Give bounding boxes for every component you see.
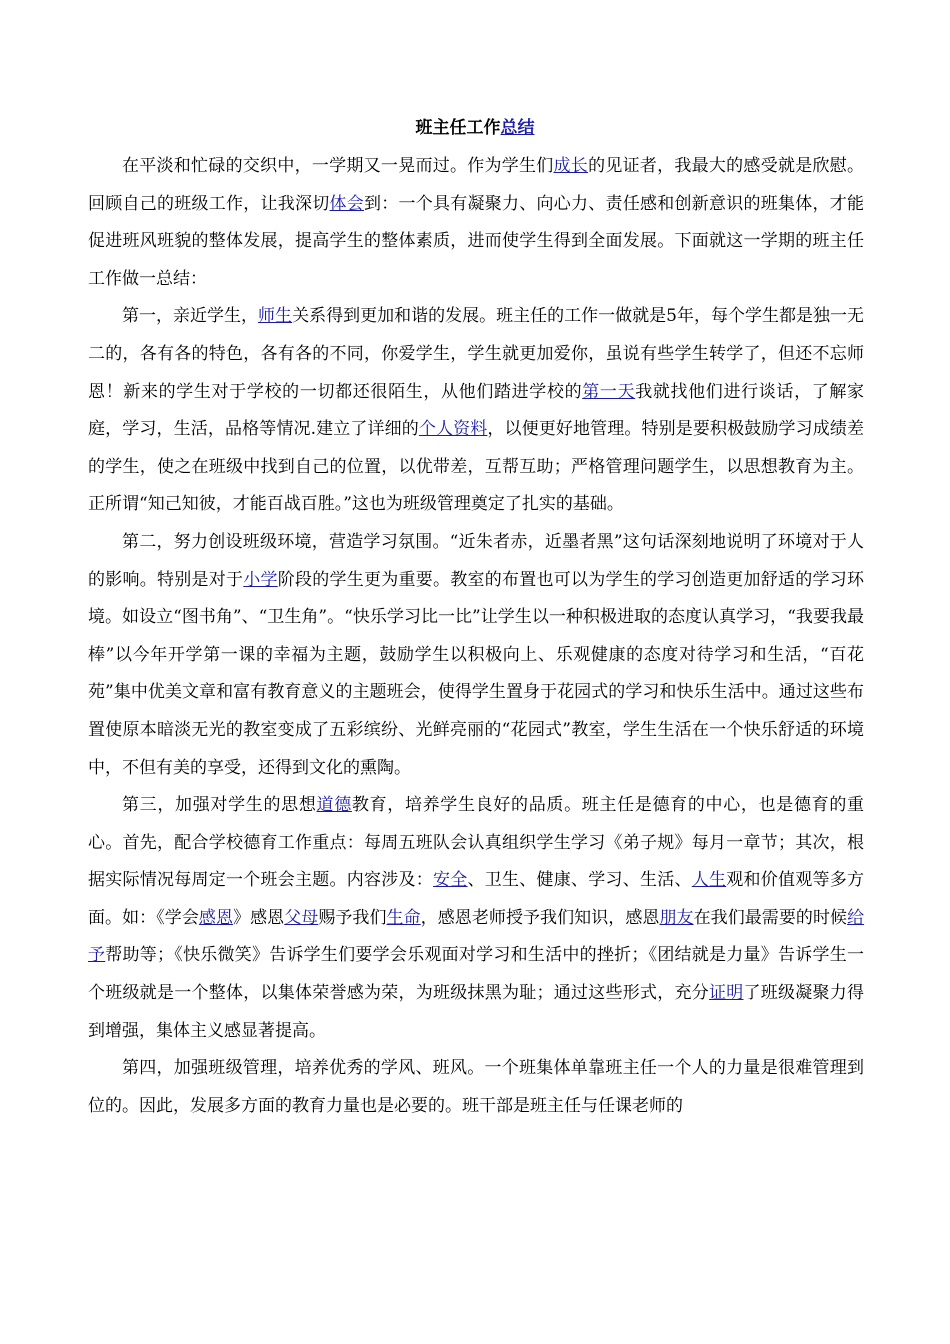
link-give[interactable]: 给予 [88,907,865,966]
link-gratitude[interactable]: 感恩 [198,907,234,928]
text-run: 阶段的学生更为重要。教室的布置也可以为学生的学习创造更加舒适的学习环境。如设立“图书角”、“卫生角”。“快乐学习比一比”让学生以一种积极进取的态度认真学习，“我要我最棒”以今年开学第一课的幸福为主题，鼓励学生以积极向上、乐观健康的态度对待学习和生活，“百花苑”集中优美文章和富有教育意义的主题班会，使得学生置身于花园式的学习和快乐生活中。通过这些布置使原本暗淡无光的教室变成了五彩缤纷、光鲜亮丽的“花园式”教室，学生生活在一个快乐舒适的环境中，不但有美的享受，还得到文化的熏陶。 [88,569,864,778]
text-run: ，以便更好地管理。特别是要积极鼓励学习成绩差的学生，使之在班级中找到自己的位置，以优带差，互帮互助；严格管理问题学生，以思想教育为主。正所谓“知己知彼，才能百战百胜。”这也为班级管理奠定了扎实的基础。 [88,419,865,515]
text-run: 教育，培养学生良好的品质。班主任是德育的中心，也是德育的重心。首先，配合学校德育工作重点：每周五班队会认真组织学生学习《弟子规》每月一章节；其次，根据实际情况每周定一个班会主题。内容涉及： [88,795,865,891]
text-run: 第一，亲近学生， [122,306,259,327]
paragraph-first [88,298,864,524]
text-run: 到：一个具有凝聚力、向心力、责任感和创新意识的班集体，才能促进班风班貌的整体发展，提高学生的整体素质，进而使学生得到全面发展。下面就这一学期的班主任工作做一总结： [88,193,864,289]
link-morality[interactable]: 道德 [316,795,352,816]
text-run: 的见证者，我最大的感受就是欣慰。回顾自己的班级工作，让我深切 [88,156,865,214]
link-safety[interactable]: 安全 [433,870,468,891]
title-text: 班主任工作 [415,118,501,138]
text-run: 观和价值观等多方面。如：《学会 [88,870,864,928]
link-teacher-student[interactable]: 师生 [258,306,293,327]
paragraph-third [88,787,864,1050]
text-run: ，感恩老师授予我们知识，感恩 [420,907,660,928]
link-first-day[interactable]: 第一天 [582,381,636,402]
text-run: 在平淡和忙碌的交织中，一学期又一晃而过。作为学生们 [122,156,554,176]
text-run: 第二，努力创设班级环境，营造学习氛围。“近朱者赤，近墨者黑”这句话深刻地说明了环境对于人的影响。特别是对于 [88,531,864,590]
text-run: 帮助等；《快乐微笑》告诉学生们要学会乐观面对学习和生活中的挫折；《团结就是力量》告诉学生一个班级就是一个整体，以集体荣誉感为荣，为班级抹黑为耻；通过这些形式，充分 [88,945,865,1004]
link-experience[interactable]: 体会 [329,193,364,214]
link-life-view[interactable]: 人生 [691,870,727,891]
document-title [0,115,950,141]
document-body [88,148,864,1125]
link-prove[interactable]: 证明 [709,983,744,1004]
link-friends[interactable]: 朋友 [659,907,694,928]
title-link-summary[interactable]: 总结 [500,118,535,138]
text-run: 第四，加强班级管理，培养优秀的学风、班风。一个班集体单靠班主任一个人的力量是很难管理到位的。因此，发展多方面的教育力量也是必要的。班干部是班主任与任课老师的 [88,1058,864,1116]
link-primary-school[interactable]: 小学 [243,569,278,590]
text-run: 在我们最需要的时候 [693,907,848,928]
text-run: 、卫生、健康、学习、生活、 [467,870,692,891]
text-run: 关系得到更加和谐的发展。班主任的工作一做就是5年，每个学生都是独一无二的，各有各的特色，各有各的不同，你爱学生，学生就更加爱你，虽说有些学生转学了，但还不忘师恩！新来的学生对于学校的一切都还很陌生，从他们踏进学校的 [88,306,865,402]
link-personal-profile[interactable]: 个人资料 [418,419,488,440]
paragraph-second [88,524,864,787]
link-growth[interactable]: 成长 [553,156,589,176]
text-run: 第三，加强对学生的思想 [122,795,317,816]
text-run: 了班级凝聚力得到增强，集体主义感显著提高。 [88,983,864,1041]
link-life[interactable]: 生命 [386,907,421,928]
text-run: 我就找他们进行谈话，了解家庭，学习，生活，品格等情况.建立了详细的 [88,381,865,440]
paragraph-intro [88,148,864,298]
text-run: 赐予我们 [318,907,387,928]
paragraph-fourth [88,1050,864,1125]
text-run: 》感恩 [233,907,285,928]
link-parents[interactable]: 父母 [284,907,319,928]
